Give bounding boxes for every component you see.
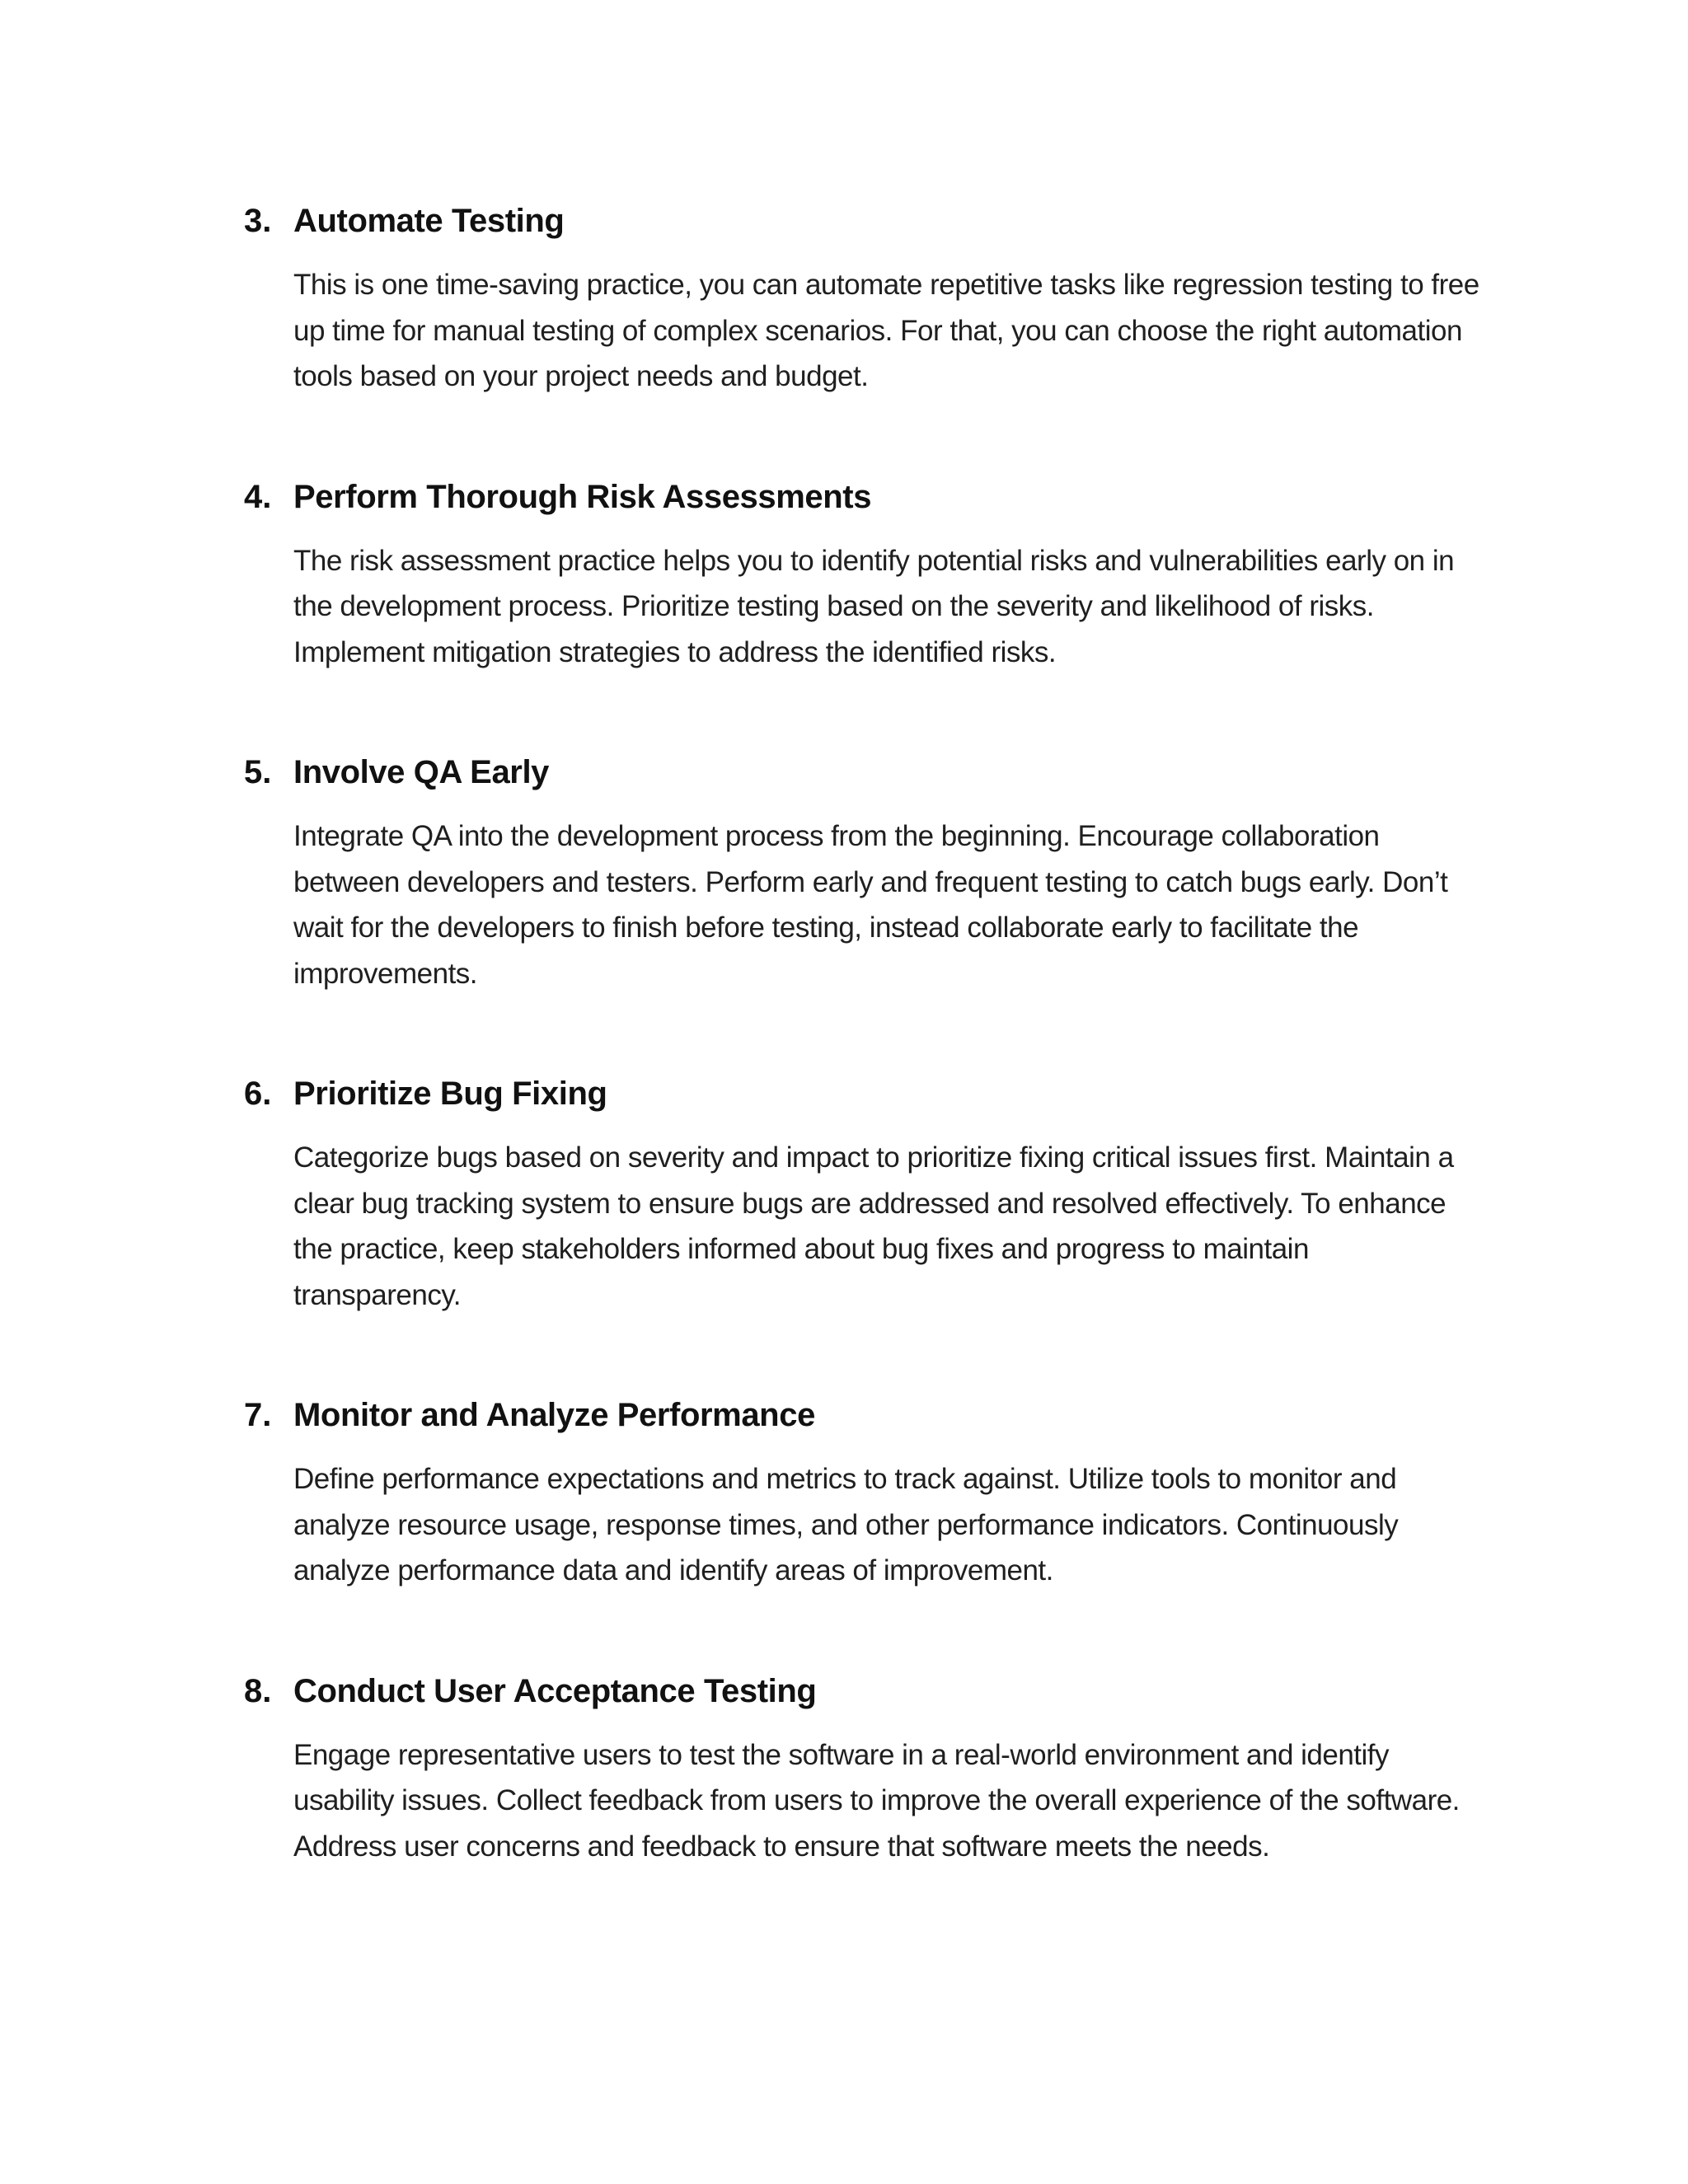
item-number: 4. <box>244 478 272 515</box>
list-item-risk-assessments <box>244 474 1480 676</box>
item-title: Conduct User Acceptance Testing <box>293 1672 817 1709</box>
item-title: Prioritize Bug Fixing <box>293 1076 607 1112</box>
item-heading <box>244 474 1480 520</box>
item-paragraph: The risk assessment practice helps you to identify potential risks and vulnerabilities early on in the development process. Prioritize testing based on the severity and likelihood of risks. Implement mitigation strategies to address the identified risks. <box>293 544 1455 668</box>
item-title: Perform Thorough Risk Assessments <box>293 478 872 515</box>
item-title: Automate Testing <box>293 203 565 239</box>
list-item-monitor-performance <box>244 1392 1480 1594</box>
item-number: 7. <box>244 1397 272 1433</box>
list-item-automate-testing <box>244 198 1480 400</box>
item-number: 8. <box>244 1672 272 1709</box>
item-number: 5. <box>244 754 272 790</box>
list-item-involve-qa-early <box>244 749 1480 996</box>
item-heading <box>244 1392 1480 1438</box>
item-title: Monitor and Analyze Performance <box>293 1397 815 1433</box>
item-heading <box>244 749 1480 795</box>
item-heading <box>244 1668 1480 1714</box>
item-paragraph: Integrate QA into the development process from the beginning. Encourage collaboration between developers and testers. Perform early and frequent testing to catch bugs early. Don’t wait for the developers to finish before testing, instead collaborate early to facilitate the improvements. <box>293 820 1448 990</box>
numbered-list <box>244 198 1480 1943</box>
item-paragraph: Define performance expectations and metrics to track against. Utilize tools to monitor and analyze resource usage, response times, and other performance indicators. Continuously analyze performance data and identify areas of improvement. <box>293 1463 1399 1586</box>
item-number: 3. <box>244 203 272 239</box>
item-heading <box>244 1071 1480 1117</box>
item-paragraph: Engage representative users to test the software in a real-world environment and identify usability issues. Collect feedback from users to improve the overall experience of the software. Address user concerns and feedback to ensure that software meets the needs. <box>293 1738 1460 1863</box>
list-item-prioritize-bug-fixing <box>244 1071 1480 1318</box>
item-heading <box>244 198 1480 244</box>
list-item-user-acceptance-testing <box>244 1668 1480 1870</box>
item-paragraph: This is one time-saving practice, you can automate repetitive tasks like regression testing to free up time for manual testing of complex scenarios. For that, you can choose the right automation tools based on your project needs and budget. <box>293 269 1479 392</box>
item-title: Involve QA Early <box>293 754 550 790</box>
item-paragraph: Categorize bugs based on severity and impact to prioritize fixing critical issues first. Maintain a clear bug tracking system to ensure bugs are addressed and resolved effectively. To enhance the practice, keep stakeholders informed about bug fixes and progress to maintain transparency. <box>293 1141 1454 1311</box>
item-number: 6. <box>244 1076 272 1112</box>
